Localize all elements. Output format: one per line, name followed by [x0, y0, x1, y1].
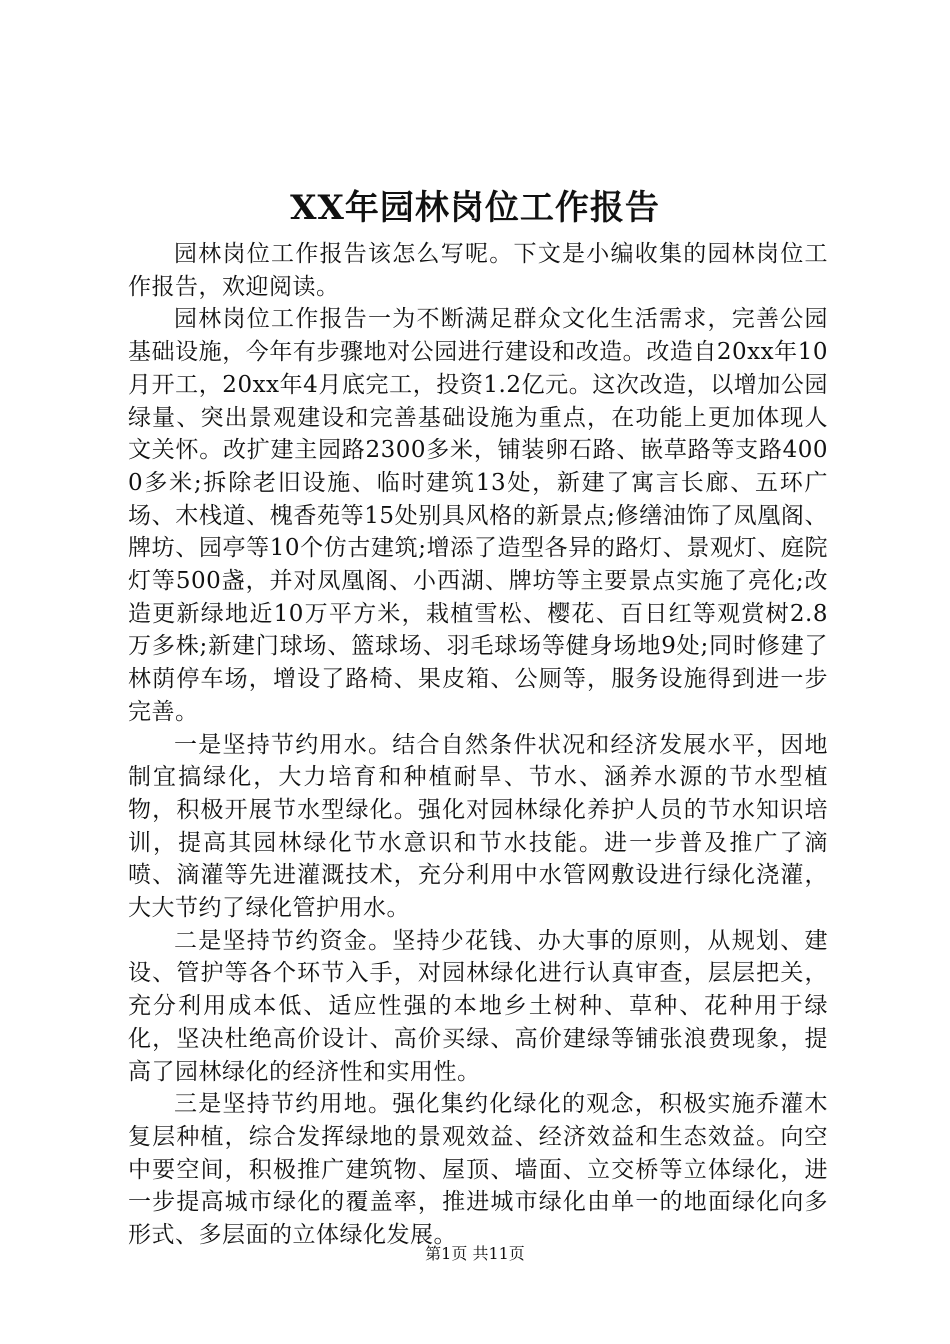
paragraph-intro: 园林岗位工作报告该怎么写呢。下文是小编收集的园林岗位工作报告，欢迎阅读。: [128, 241, 828, 300]
paragraph-save-funds: 二是坚持节约资金。坚持少花钱、办大事的原则，从规划、建设、管护等各个环节入手，对园林绿化进行认真审查，层层把关，充分利用成本低、适应性强的本地乡土树种、草种、花种用于绿化，坚决杜绝高价设计、高价买绿、高价建绿等铺张浪费现象，提高了园林绿化的经济性和实用性。: [128, 927, 828, 1085]
document-title: XX年园林岗位工作报告: [290, 188, 660, 228]
paragraph-report-one: 园林岗位工作报告一为不断满足群众文化生活需求，完善公园基础设施，今年有步骤地对公园进行建设和改造。改造自20xx年10月开工，20xx年4月底完工，投资1.2亿元。这次改造，以增加公园绿量、突出景观建设和完善基础设施为重点，在功能上更加体现人文关怀。改扩建主园路2300多米，铺装卵石路、嵌草路等支路4000多米;拆除老旧设施、临时建筑13处，新建了寓言长廊、五环广场、木栈道、槐香苑等15处别具风格的新景点;修缮油饰了凤凰阁、牌坊、园亭等10个仿古建筑;增添了造型各异的路灯、景观灯、庭院灯等500盏，并对凤凰阁、小西湖、牌坊等主要景点实施了亮化;改造更新绿地近10万平方米，栽植雪松、樱花、百日红等观赏树2.8万多株;新建门球场、篮球场、羽毛球场等健身场地9处;同时修建了林荫停车场，增设了路椅、果皮箱、公厕等，服务设施得到进一步完善。: [128, 306, 828, 725]
paragraph-save-water: 一是坚持节约用水。结合自然条件状况和经济发展水平，因地制宜搞绿化，大力培育和种植耐旱、节水、涵养水源的节水型植物，积极开展节水型绿化。强化对园林绿化养护人员的节水知识培训，提高其园林绿化节水意识和节水技能。进一步普及推广了滴喷、滴灌等先进灌溉技术，充分利用中水管网敷设进行绿化浇灌，大大节约了绿化管护用水。: [128, 731, 828, 922]
paragraph-save-land: 三是坚持节约用地。强化集约化绿化的观念，积极实施乔灌木复层种植，综合发挥绿地的景观效益、经济效益和生态效益。向空中要空间，积极推广建筑物、屋顶、墙面、立交桥等立体绿化，进一步提高城市绿化的覆盖率，推进城市绿化由单一的地面绿化向多形式、多层面的立体绿化发展。: [128, 1091, 828, 1249]
document-body: [128, 238, 828, 1252]
page-number-footer: 第1页 共11页: [425, 1244, 525, 1263]
